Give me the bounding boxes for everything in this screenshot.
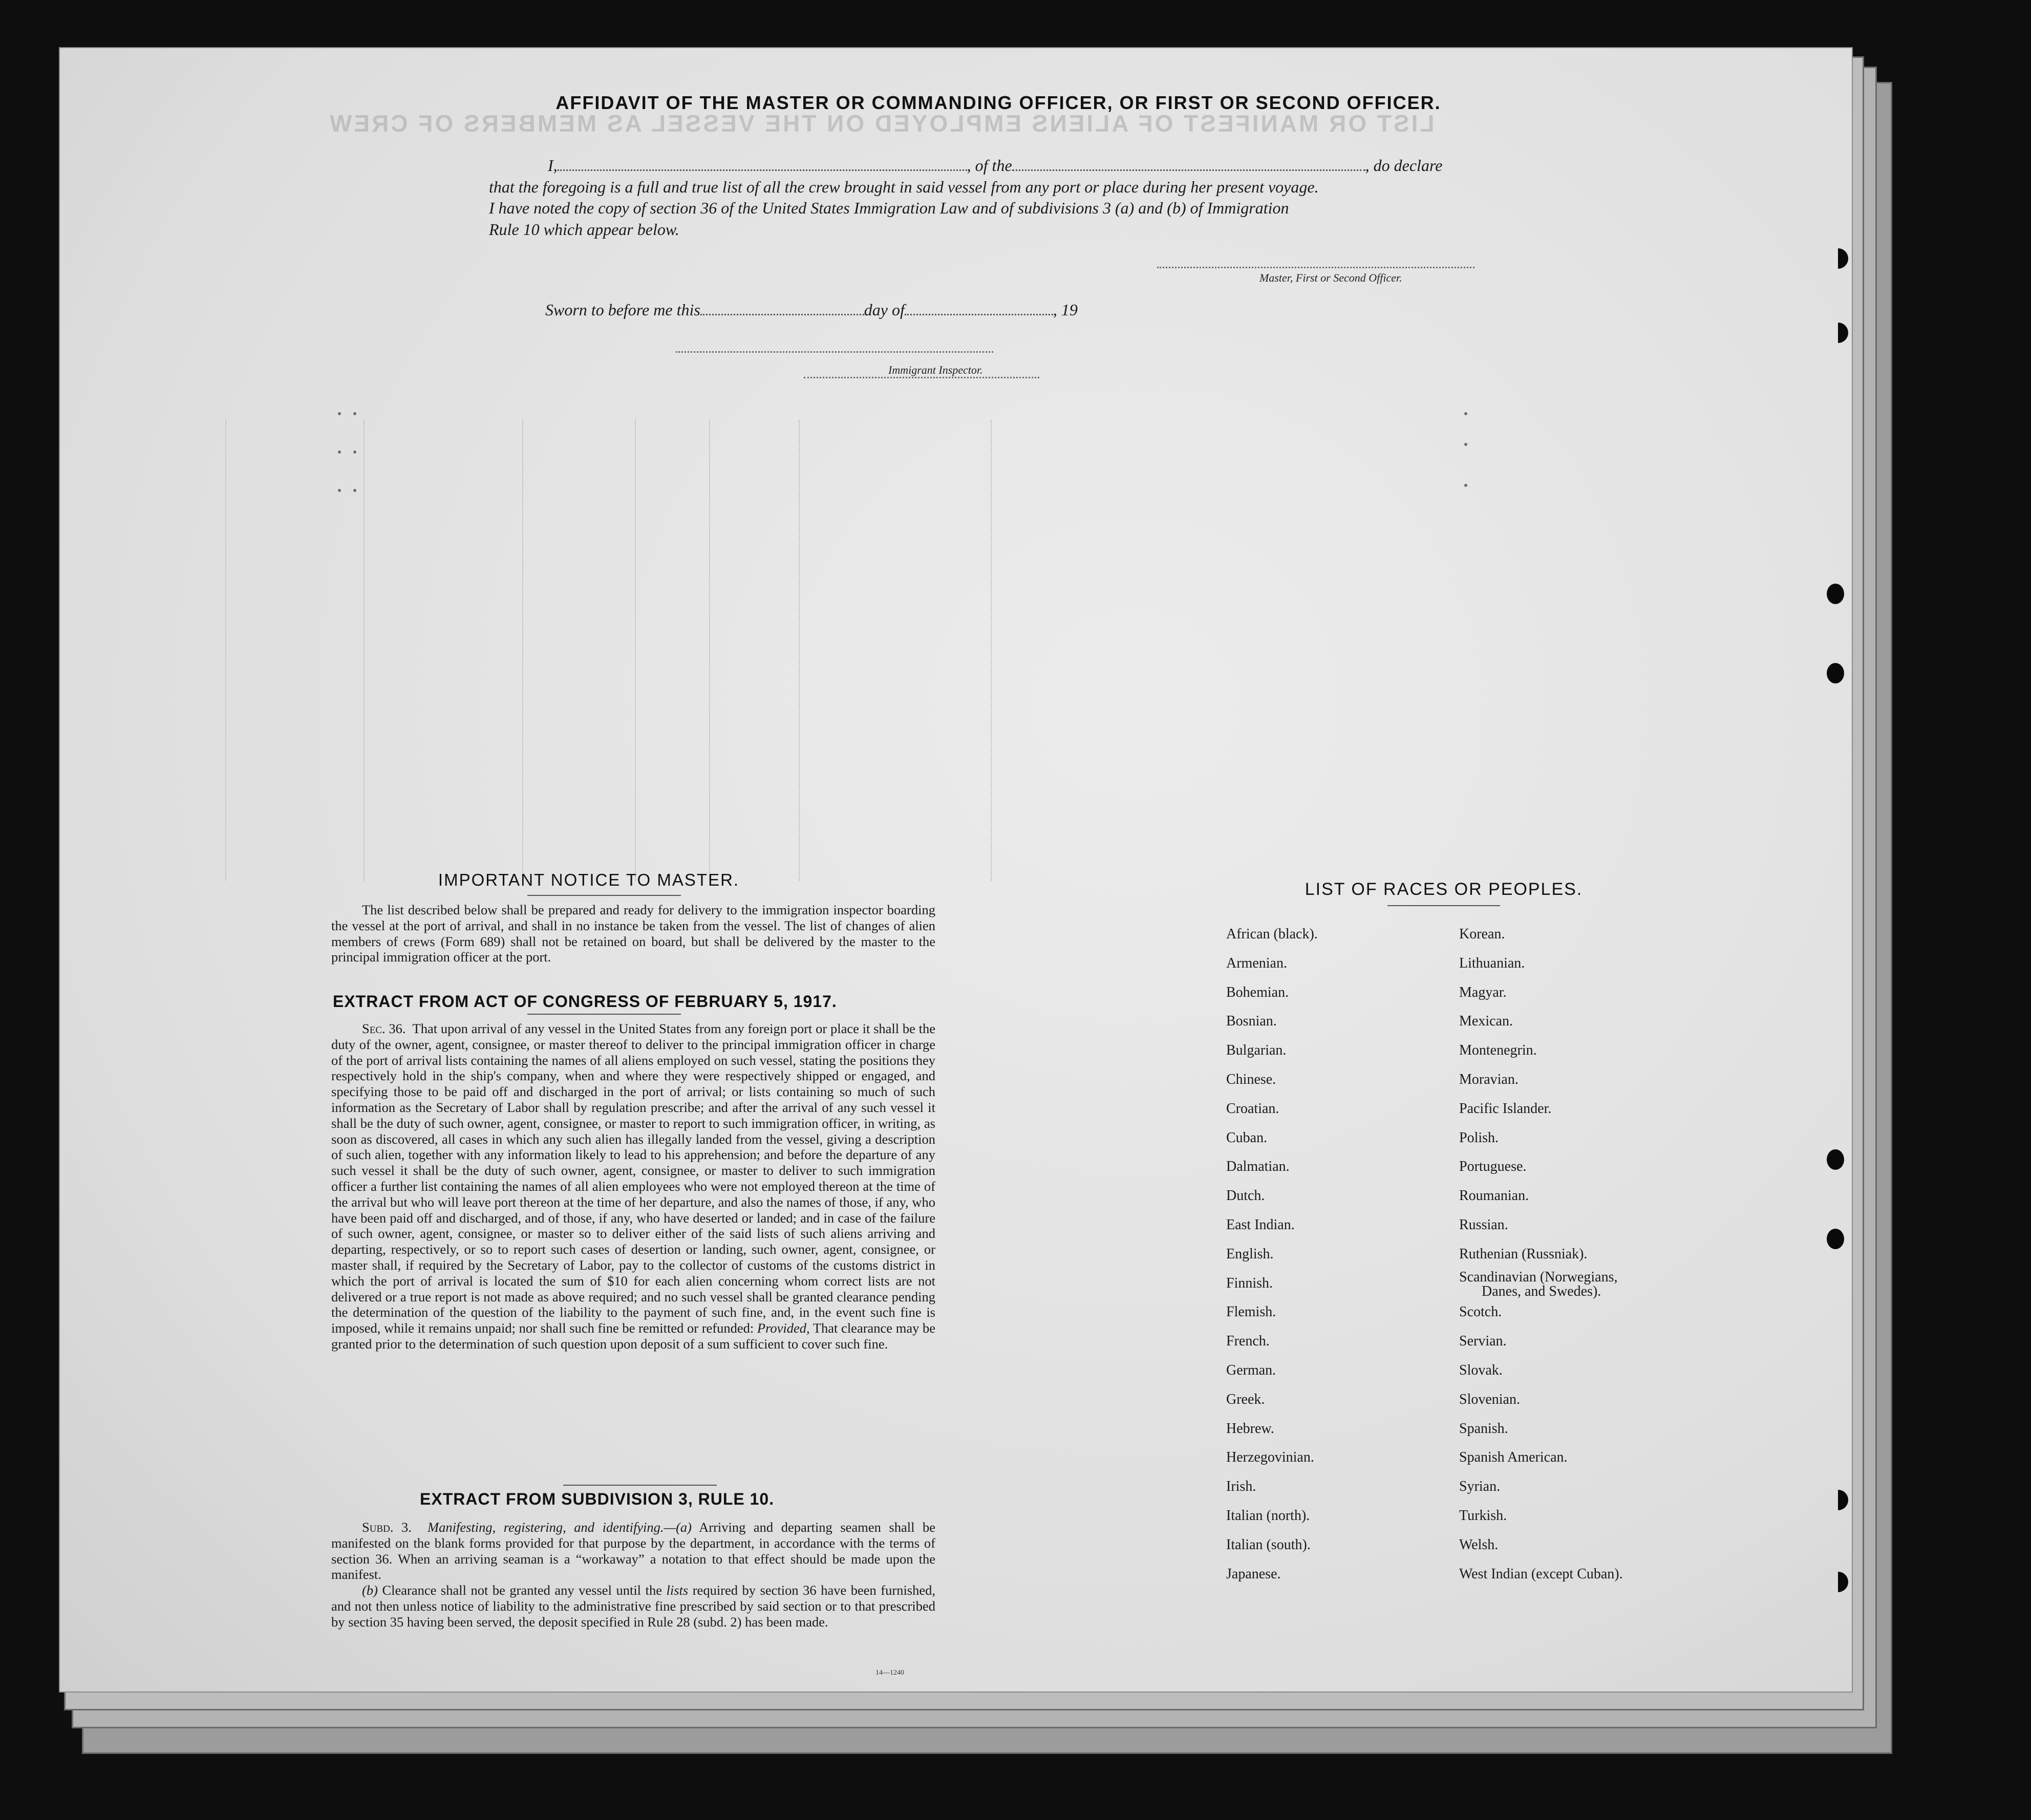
punch-hole [1827,1149,1844,1170]
races-title-rule [1387,905,1500,906]
subd-para-b-lists: lists [666,1582,689,1598]
subdivision-3-text [331,1519,935,1630]
ghost-dot [353,451,356,454]
section-36-body-end: That clearance may be granted prior to the determination of such question upon deposit of a sum sufficient to cover such fine. [331,1320,935,1352]
race-item: Russian. [1459,1217,1508,1233]
race-item: Hebrew. [1226,1420,1274,1437]
race-item: English. [1226,1246,1274,1262]
subd-para-a: Arriving and departing seamen shall be manifested on the blank forms provided for that purpose by the department, in accordance with the terms of section 36. When an arriving seaman is a “workaway” a notation to that effect should be made upon the manifest. [331,1519,935,1582]
race-item: Dutch. [1226,1188,1265,1204]
race-item: Spanish American. [1459,1449,1568,1466]
race-item: Croatian. [1226,1100,1279,1117]
master-signature-caption: Master, First or Second Officer. [1259,271,1402,284]
notice-body [331,902,935,965]
race-item: Ruthenian (Russniak). [1459,1246,1588,1262]
race-item: Polish. [1459,1129,1499,1146]
bleed-through-heading: LIST OR MANIFEST OF ALIENS EMPLOYED ON THE VESSEL AS MEMBERS OF CREW [328,110,1435,137]
race-item: Cuban. [1226,1129,1268,1146]
ghost-dot [1464,443,1467,446]
section-36-label: Sec. 36. [362,1021,406,1036]
race-item: Flemish. [1226,1304,1276,1320]
race-item: Chinese. [1226,1072,1276,1087]
ghost-column-line [991,420,992,881]
ghost-column-line [709,420,710,881]
race-item: Italian (north). [1226,1508,1310,1524]
ghost-dot [1464,412,1467,415]
ghost-dot [353,412,356,415]
subd-para-b-1: Clearance shall not be granted any vessel until the [382,1582,662,1598]
race-item: West Indian (except Cuban). [1459,1566,1623,1582]
race-item: Bosnian. [1226,1013,1277,1030]
ghost-dot [1464,484,1467,487]
ghost-column-line [799,420,800,881]
inspector-signature-caption: Immigrant Inspector. [888,363,983,376]
sworn-day-blank[interactable] [700,313,864,315]
ghost-column-line [635,420,636,881]
section-36-provided: Provided, [757,1320,810,1336]
ghost-column-line [364,420,365,881]
race-item: Dalmatian. [1226,1159,1290,1175]
extract-act-rule [527,1014,681,1015]
race-item: Japanese. [1226,1566,1281,1582]
race-item: African (black). [1226,926,1318,942]
affidavit-line-2: that the foregoing is a full and true list of all the crew brought in said vessel from any port or place during her present voyage. [489,178,1319,196]
race-item: Montenegrin. [1459,1042,1537,1059]
section-36-body: That upon arrival of any vessel in the United States from any foreign port or place it shall be the duty of the owner, agent, consignee, or master thereof to deliver to the principal immigration officer in charge of the port of arrival lists containing the names of all aliens employed on such vessel, stating the positions they respectively hold in the ship's company, when and where they were respectively shipped or engaged, and specifying those to be paid off and discharged in the port of arrival; or lists containing so much of such information as the Secretary of Labor shall by regulation prescribe; and after the arrival of any such vessel it shall be the duty of such owner, agent, consignee, or master to report to such immigration officer, in writing, as soon as discovered, all cases in which any such alien has illegally landed from the vessel, giving a description of such alien, together with any information likely to lead to his apprehension; and before the departure of any such vessel it shall be the duty of such owner, agent, consignee, or master to deliver to such immigration officer a further list containing the names of all alien employees who were not employed thereon at the time of the arrival but who will leave port thereon at the time of her departure, and also the names of those, if any, who have been paid off and discharged, and of those, if any, who have deserted or landed; and in case of the failure of such owner, agent, consignee, or master so to deliver either of the said lists of such aliens arriving and departing, respectively, or so to report such cases of desertion or landing, such owner, agent, consignee, or master shall, if required by the Secretary of Labor, pay to the collector of customs of the customs district in which the port of arrival is located the sum of $10 for each alien concerning whom correct lists are not delivered or a true report is not made as above required; and no such vessel shall be granted clearance pending the determination of the question of the liability to the payment of such fine, and, in the event such fine is imposed, while it remains unpaid; nor shall such fine be remitted or refunded: [331,1021,935,1336]
race-item: Bohemian. [1226,984,1289,1000]
subd-para-b-label: (b) [362,1582,378,1598]
race-item: Finnish. [1226,1275,1273,1291]
master-name-blank[interactable] [558,169,967,171]
race-item: French. [1226,1333,1270,1350]
sworn-year-label: , 19 [1053,301,1078,319]
race-item: Italian (south). [1226,1536,1311,1553]
race-item: Turkish. [1459,1508,1507,1524]
race-item: East Indian. [1226,1217,1295,1233]
race-item: German. [1226,1362,1276,1378]
punch-hole [1827,1229,1844,1249]
sworn-day-label: day of [864,301,905,319]
race-item-continuation: Danes, and Swedes). [1482,1283,1601,1299]
race-item: Armenian. [1226,955,1287,971]
affidavit-title: AFFIDAVIT OF THE MASTER OR COMMANDING OFFICER, OR FIRST OR SECOND OFFICER. [555,92,1441,113]
subd-heading: Manifesting, registering, and identifying.—(a) [427,1519,692,1535]
document-page [59,47,1853,1693]
race-item: Magyar. [1459,984,1507,1000]
race-item: Syrian. [1459,1479,1501,1495]
ghost-dot [338,412,341,415]
section-36-text [331,1021,935,1352]
punch-hole [1827,584,1844,604]
race-item: Scandinavian (Norwegians, [1459,1269,1618,1285]
ghost-column-line [522,420,523,881]
race-item: Servian. [1459,1333,1507,1350]
affidavit-declare-label: , do declare [1365,156,1443,175]
vessel-name-blank[interactable] [1012,169,1365,171]
race-item: Pacific Islander. [1459,1100,1552,1117]
ghost-dot [338,451,341,454]
race-item: Herzegovinian. [1226,1449,1314,1466]
affidavit-i-label: I, [548,156,558,175]
master-signature-line[interactable] [1157,266,1474,268]
inspector-signature-line-upper[interactable] [676,351,993,353]
notice-body-text: The list described below shall be prepared and ready for delivery to the immigration inspector boarding the vessel at the port of arrival, and shall in no instance be taken from the vessel. The list of changes of alien members of crews (Form 689) shall not be retained on board, but shall be delivered by the master to the principal immigration officer at the port. [331,902,935,965]
race-item: Slovenian. [1459,1391,1520,1407]
ghost-dot [353,489,356,492]
race-item: Welsh. [1459,1536,1499,1553]
ghost-column-line [225,420,226,881]
affidavit-line-3: I have noted the copy of section 36 of the United States Immigration Law and of subdivisions 3 (a) and (b) of Immigration [489,199,1289,217]
race-item: Irish. [1226,1479,1256,1495]
notice-title: IMPORTANT NOTICE TO MASTER. [438,870,740,889]
sworn-prefix: Sworn to before me this [545,301,700,319]
race-item: Greek. [1226,1391,1265,1407]
race-item: Bulgarian. [1226,1042,1287,1059]
affidavit-of-the-label: , of the [967,156,1012,175]
ghost-dot [338,489,341,492]
extract-rule-title: EXTRACT FROM SUBDIVISION 3, RULE 10. [420,1490,775,1508]
race-item: Scotch. [1459,1304,1502,1320]
sworn-month-blank[interactable] [905,313,1053,315]
race-item: Roumanian. [1459,1188,1529,1204]
extract-rule-rule [563,1485,717,1486]
race-item: Spanish. [1459,1420,1508,1437]
race-item: Korean. [1459,926,1505,942]
races-list-title: LIST OF RACES OR PEOPLES. [1305,880,1583,899]
punch-hole [1827,663,1844,683]
race-item: Moravian. [1459,1072,1519,1087]
race-item: Portuguese. [1459,1159,1527,1175]
extract-act-title: EXTRACT FROM ACT OF CONGRESS OF FEBRUARY 5, 1917. [333,992,837,1011]
subd-para-b-2: required by section 36 have been furnished, and not then unless notice of liability to the administrative fine prescribed by said section or to that prescribed by section 35 having been served, the deposit specified in Rule 28 (subd. 2) has been made. [331,1582,936,1630]
race-item: Mexican. [1459,1013,1513,1030]
notice-title-rule [527,895,681,896]
form-number: 14—1240 [875,1669,904,1677]
race-item: Lithuanian. [1459,955,1525,971]
race-item: Slovak. [1459,1362,1503,1378]
affidavit-declaration-line [548,156,1442,175]
subd-label: Subd. 3. [362,1519,412,1535]
affidavit-line-4: Rule 10 which appear below. [489,220,679,239]
sworn-line [545,301,1078,319]
